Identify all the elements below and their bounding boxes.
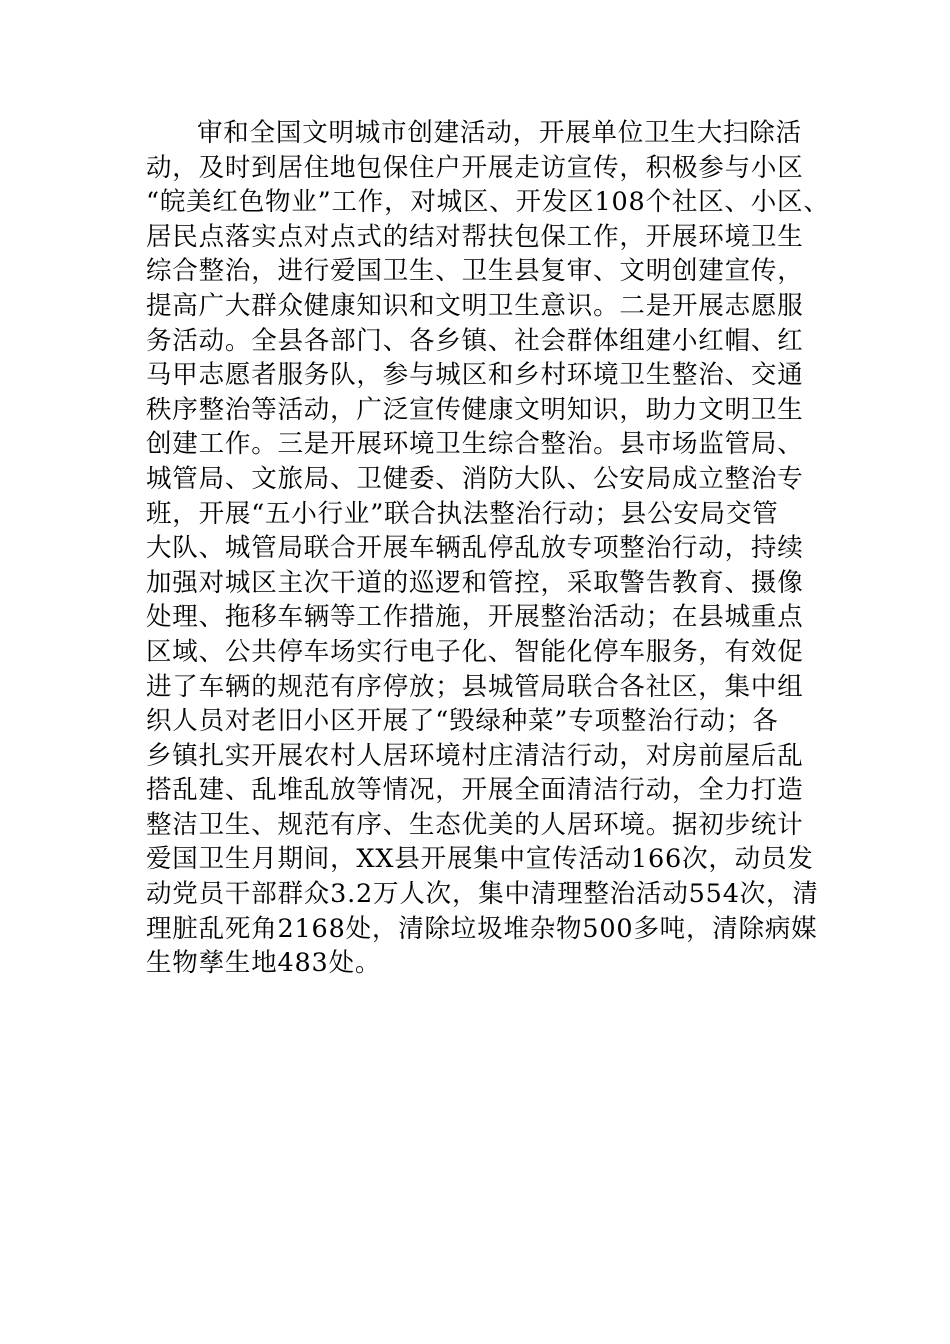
text-line: 创建工作。三是开展环境卫生综合整治。县市场监管局、 bbox=[146, 429, 804, 460]
text-line: 综合整治，进行爱国卫生、卫生县复审、文明创建宣传， bbox=[146, 256, 804, 287]
text-line: 居民点落实点对点式的结对帮扶包保工作，开展环境卫生 bbox=[146, 221, 804, 252]
text-line: 理脏乱死角2168处，清除垃圾堆杂物500多吨，清除病媒 bbox=[146, 913, 818, 944]
text-line: 处理、拖移车辆等工作措施，开展整治活动；在县城重点 bbox=[146, 602, 804, 633]
text-line: 搭乱建、乱堆乱放等情况，开展全面清洁行动，全力打造 bbox=[146, 775, 804, 806]
text-line: 班，开展“五小行业”联合执法整治行动；县公安局交管 bbox=[146, 498, 779, 529]
text-line: 动，及时到居住地包保住户开展走访宣传，积极参与小区 bbox=[146, 152, 804, 183]
text-line: 爱国卫生月期间，XX县开展集中宣传活动166次，动员发 bbox=[146, 844, 814, 875]
text-line: 生物孳生地483处。 bbox=[146, 948, 382, 979]
body-paragraph bbox=[146, 116, 830, 981]
text-line: 整洁卫生、规范有序、生态优美的人居环境。据初步统计 bbox=[146, 809, 804, 840]
text-line: 审和全国文明城市创建活动，开展单位卫生大扫除活 bbox=[197, 118, 802, 148]
text-line: 大队、城管局联合开展车辆乱停乱放专项整治行动，持续 bbox=[146, 533, 804, 564]
text-line: 加强对城区主次干道的巡逻和管控，采取警告教育、摄像 bbox=[146, 567, 804, 598]
text-line: 乡镇扎实开展农村人居环境村庄清洁行动，对房前屋后乱 bbox=[146, 740, 804, 771]
text-line: 进了车辆的规范有序停放；县城管局联合各社区，集中组 bbox=[146, 671, 804, 702]
text-line: 城管局、文旅局、卫健委、消防大队、公安局成立整治专 bbox=[146, 463, 804, 494]
text-line: 秩序整治等活动，广泛宣传健康文明知识，助力文明卫生 bbox=[146, 394, 804, 425]
text-line: 务活动。全县各部门、各乡镇、社会群体组建小红帽、红 bbox=[146, 325, 804, 356]
text-line: 提高广大群众健康知识和文明卫生意识。二是开展志愿服 bbox=[146, 290, 804, 321]
text-line: “皖美红色物业”工作，对城区、开发区108个社区、小区、 bbox=[146, 187, 830, 218]
text-line: 动党员干部群众3.2万人次，集中清理整治活动554次，清 bbox=[146, 879, 819, 910]
text-line: 马甲志愿者服务队，参与城区和乡村环境卫生整治、交通 bbox=[146, 360, 804, 391]
text-line: 区域、公共停车场实行电子化、智能化停车服务，有效促 bbox=[146, 636, 804, 667]
text-line: 织人员对老旧小区开展了“毁绿种菜”专项整治行动；各 bbox=[146, 706, 779, 737]
